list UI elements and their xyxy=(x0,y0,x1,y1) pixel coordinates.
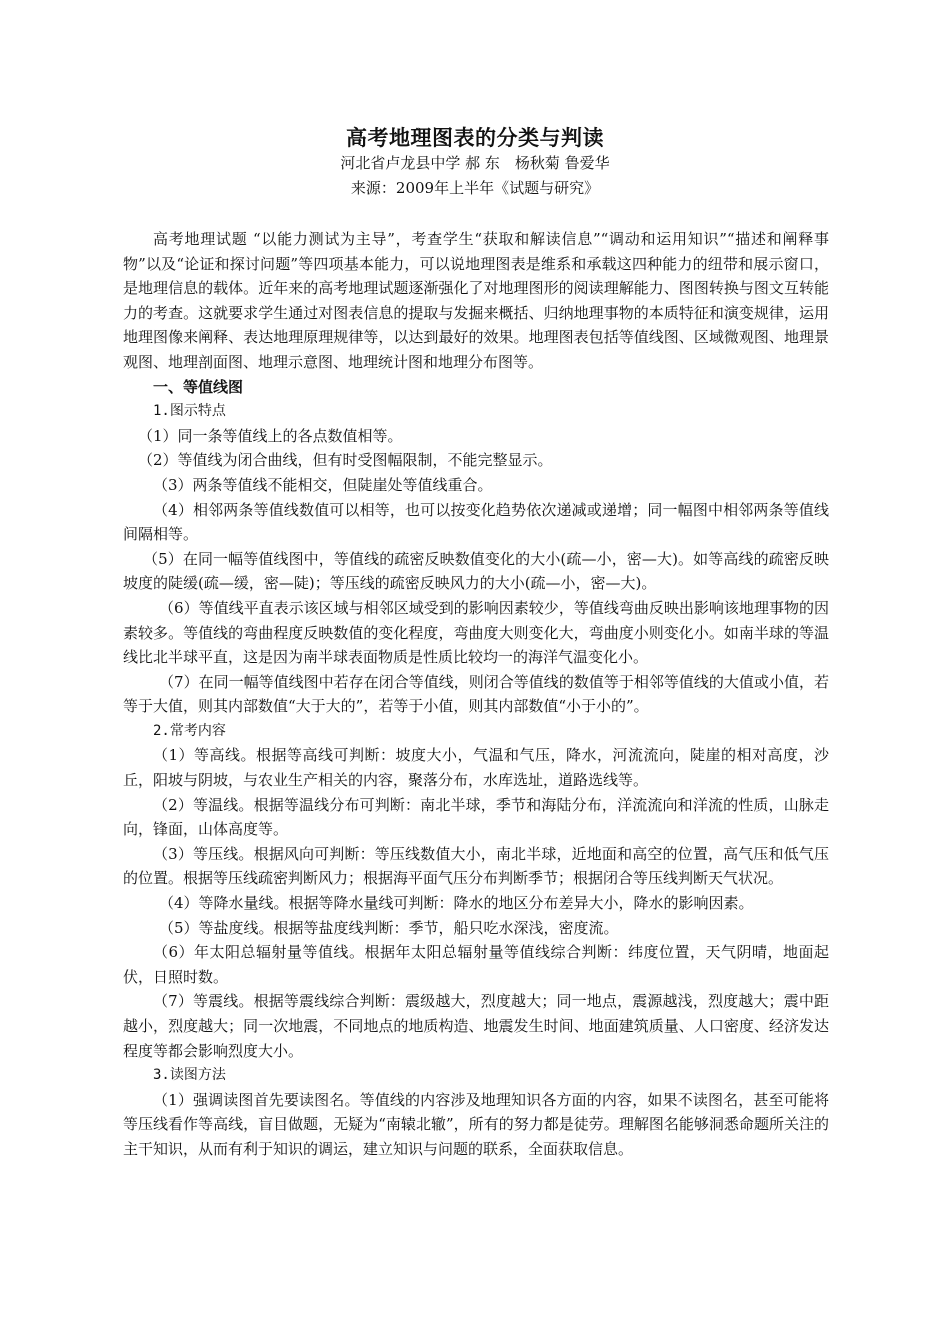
section-heading-contour-map: 一、等值线图 xyxy=(153,377,244,396)
subsection-heading-reading-method: 3.读图方法 xyxy=(153,1067,226,1084)
content-item: （6）年太阳总辐射量等值线。根据年太阳总辐射量等值线综合判断：纬度位置，天气阴晴，地面起伏，日照时数。 xyxy=(123,943,829,986)
feature-item: （7）在同一幅等值线图中若存在闭合等值线，则闭合等值线的数值等于相邻等值线的大值或小值，若等于大值，则其内部数值“大于大的”，若等于小值，则其内部数值“小于小的”。 xyxy=(123,672,829,716)
feature-item: （3）两条等值线不能相交，但陡崖处等值线重合。 xyxy=(153,475,493,494)
feature-item: （2）等值线为闭合曲线，但有时受图幅限制，不能完整显示。 xyxy=(138,451,553,470)
article-body xyxy=(123,227,829,1162)
authors-line: 河北省卢龙县中学 郝 东 杨秋菊 鲁爱华 xyxy=(340,154,610,172)
content-item: （7）等震线。根据等震线综合判断：震级越大，烈度越大；同一地点，震源越浅，烈度越大；震中距越小，烈度越大；同一次地震，不同地点的地质构造、地震发生时间、地面建筑质量、人口密度、经济发达程度等都会影响烈度大小。 xyxy=(123,992,829,1060)
method-item: （1）强调读图首先要读图名。等值线的内容涉及地理知识各方面的内容，如果不读图名，甚至可能将等压线看作等高线，盲目做题，无疑为“南辕北辙”，所有的努力都是徒劳。理解图名能够洞悉命题所关注的主干知识，从而有利于知识的调运，建立知识与问题的联系，全面获取信息。 xyxy=(123,1090,829,1158)
source-line: 来源：2009年上半年《试题与研究》 xyxy=(350,179,600,197)
document-title: 高考地理图表的分类与判读 xyxy=(346,125,604,150)
content-item: （3）等压线。根据风向可判断：等压线数值大小，南北半球，近地面和高空的位置，高气压和低气压的位置。根据等压线疏密判断风力；根据海平面气压分布判断季节；根据闭合等压线判断天气状况。 xyxy=(123,844,829,888)
content-item: （5）等盐度线。根据等盐度线判断：季节，船只吃水深浅，密度流。 xyxy=(159,918,619,937)
content-item: （1）等高线。根据等高线可判断：坡度大小，气温和气压，降水，河流流向，陡崖的相对高度，沙丘，阳坡与阴坡，与农业生产相关的内容，聚落分布，水库选址，道路选线等。 xyxy=(123,746,829,790)
feature-item: （4）相邻两条等值线数值可以相等，也可以按变化趋势依次递减或递增；同一幅图中相邻两条等值线间隔相等。 xyxy=(123,500,829,544)
intro-paragraph: 高考地理试题 “以能力测试为主导”，考查学生“获取和解读信息”“调动和运用知识”“描述和阐释事物”以及“论证和探讨问题”等四项基本能力，可以说地理图表是维系和承载这四种能力的纽带和展示窗口，是地理信息的载体。近年来的高考地理试题逐渐强化了对地理图形的阅读理解能力、图图转换与图文互转能力的考查。这就要求学生通过对图表信息的提取与发掘来概括、归纳地理事物的本质特征和演变规律，运用地理图像来阐释、表达地理原理规律等，以达到最好的效果。地理图表包括等值线图、区域微观图、地理景观图、地理剖面图、地理示意图、地理统计图和地理分布图等。 xyxy=(123,230,829,371)
content-item: （4）等降水量线。根据等降水量线可判断：降水的地区分布差异大小，降水的影响因素。 xyxy=(159,894,754,913)
feature-item: （1）同一条等值线上的各点数值相等。 xyxy=(138,426,403,445)
content-item: （2）等温线。根据等温线分布可判断：南北半球，季节和海陆分布，洋流流向和洋流的性质，山脉走向，锋面，山体高度等。 xyxy=(123,795,829,839)
subsection-heading-features: 1.图示特点 xyxy=(153,403,226,420)
feature-item: （5）在同一幅等值线图中，等值线的疏密反映数值变化的大小(疏—小，密—大)。如等高线的疏密反映坡度的陡缓(疏—缓，密—陡)；等压线的疏密反映风力的大小(疏—小，密—大)。 xyxy=(123,549,829,593)
feature-item: （6）等值线平直表示该区域与相邻区域受到的影响因素较少，等值线弯曲反映出影响该地理事物的因素较多。等值线的弯曲程度反映数值的变化程度，弯曲度大则变化大，弯曲度小则变化小。如南半球的等温线比北半球平直，这是因为南半球表面物质是性质比较均一的海洋气温变化小。 xyxy=(123,598,829,667)
subsection-heading-common-content: 2.常考内容 xyxy=(153,722,226,739)
